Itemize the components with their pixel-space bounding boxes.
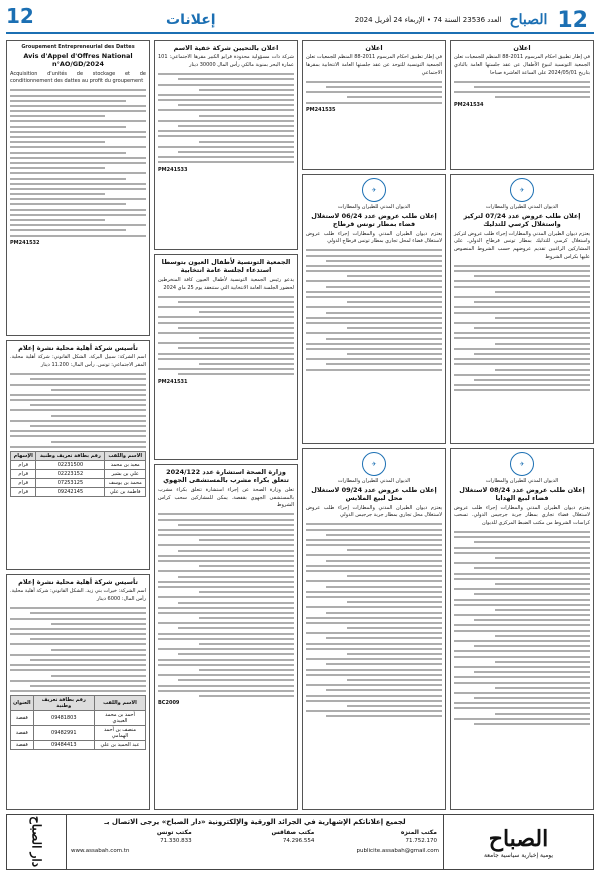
ad-code: PM241532 (10, 239, 40, 246)
office-tunis: مكتب تونس 71.330.833 (156, 829, 192, 845)
ad-code: PM241531 (158, 378, 188, 385)
oaca-logo-icon: ✈ (362, 178, 386, 202)
ad-text: شركة ذات مسؤولية محدودة قرابو الكبير مقرها الاجتماعي: 101 عمارة البحر بمنوبة مالكي رأس المال 30000 دينار (158, 54, 294, 69)
page-number: 12 (557, 7, 588, 33)
ad-org: الديوان المدني للطيران والمطارات (485, 204, 559, 210)
ad-text: يدعو رئيس الجمعية التونسية لأطفال العيون كافة المنخرطين لحضور الجلسة العامة الانتخابية التي ستنعقد يوم 25 ماي 2024 (158, 276, 294, 291)
ad-code: BC2009 (158, 700, 180, 707)
table-row: عبد الحميد بن علي 09484413 قفصة (11, 741, 146, 750)
footer-brand (443, 815, 593, 869)
ad-text: اسم الشركة: خيرات بني زيد. الشكل القانوني: شركة أهلية محلية. رأس المال: 6000 دينار (10, 588, 146, 603)
ad-org: الديوان المدني للطيران والمطارات (337, 204, 411, 210)
table-row: معبد بن محمد 02231500 قرام (11, 460, 146, 469)
ad-title: اعلان (365, 44, 383, 52)
ad-title: الجمعية التونسية لأطفال العيون بتوسطا استدعاء لجلسة عامة انتخابية (161, 258, 291, 275)
table-row: منصف بن أحمد الهمامي 09482991 قفصة (11, 726, 146, 741)
ad-text: تعلن وزارة الصحة عن إجراء استشارة تتعلق بكراء مشرب بالمستشفى الجهوي بقفصة. يمكن للمشاركين سحب كراس الشروط (158, 486, 294, 509)
ad-title: وزارة الصحة استشارة عدد 2024/122 تتعلق بكراء مشرب بالمستشفى الجهوي (163, 468, 289, 485)
oaca-logo-icon: ✈ (362, 452, 386, 476)
newspaper-logo: الصباح (509, 12, 548, 28)
footer-email[interactable]: publicite.assabah@gmail.com (356, 848, 439, 855)
table-row: أحمد بن محمد العبيدي 09481803 قفصة (11, 711, 146, 726)
ad-text: في إطار تطبيق احكام المرسوم 2011-88 المنظم للجمعيات تعلن الجمعية التونسية لنبوغ الأطفال عن عقد جلستها العامة بالنادي بتاريخ 2024/05/01 على الساعة العاشرة صباحا (454, 54, 590, 76)
ad-tender-09 (302, 448, 446, 810)
ad-text: في إطار تطبيق احكام المرسوم 2011-88 المنظم للجمعيات تعلن الجمعية التونسية للتوحد عن عقد جلستها العامة الانتخابية بمقرها الاجتماعي (306, 54, 442, 76)
ad-org: Groupement Entrepreneurial des Dattes (21, 44, 135, 50)
ad-title: اعلان بالتحيين شركة خفية الاسم (173, 44, 279, 52)
ad-tender-08 (450, 448, 594, 810)
section-title: إعلانات (166, 12, 216, 28)
phone: 71.752.170 (405, 838, 437, 845)
col-header: الاسم واللقب (94, 696, 145, 711)
ad-company-founding-2 (6, 574, 150, 810)
ad-association-1 (450, 40, 594, 170)
founders-table (10, 451, 146, 497)
ad-code: PM241533 (158, 166, 188, 173)
phone: 71.330.833 (160, 838, 192, 845)
ad-text: يعتزم ديوان الطيران المدني والمطارات إجراء طلب عروض لاستغلال فضاء تجاري بمطار جربة جرجيس الدولي. تسحب كراسات الشروط من مكتب الضبط المركزي للديوان (454, 504, 590, 527)
phone: 74.296.554 (282, 838, 315, 845)
ad-tender-06 (302, 174, 446, 444)
col-header: العنوان (11, 696, 34, 711)
ad-org: الديوان المدني للطيران والمطارات (337, 478, 411, 484)
issue-line: العدد 23536 السنة 74 • الإربعاء 24 أفريل 2024 (354, 16, 502, 24)
ad-company-founding-1 (6, 340, 150, 570)
ad-title: تأسيس شركة أهلية محلية نشرة إعلام (18, 578, 138, 586)
page-header (6, 8, 594, 34)
office-menzah: مكتب المنزه 71.752.170 (400, 829, 437, 845)
col-header: الإسهام (11, 451, 36, 460)
ad-code: PM241534 (454, 101, 484, 108)
ad-general-assembly (154, 254, 298, 460)
ad-association-2 (302, 40, 446, 170)
ad-title: تأسيس شركة أهلية محلية نشرة إعلام (18, 344, 138, 352)
footer-contacts (67, 815, 443, 869)
ad-text: يعتزم ديوان الطيران المدني والمطارات إجراء طلب عروض لاستغلال فضاء لمحل تجاري بمطار تونس قرطاج الدولي (306, 230, 442, 245)
col-header: رقم بطاقة تعريف وطنية (33, 696, 94, 711)
ad-text: Acquisition d'unités de stockage et de conditionnement des dattes au profit du groupement (10, 70, 146, 85)
col-header: الاسم واللقب (105, 451, 146, 460)
oaca-logo-icon: ✈ (510, 178, 534, 202)
ad-health-ministry (154, 464, 298, 810)
footer-logo-left: دار الصباح (7, 815, 67, 869)
footer-tagline: يومية إخبارية سياسية جامعة (483, 851, 554, 859)
table-row: محمد بن يوسف 07253125 قرام (11, 478, 146, 487)
oaca-logo-icon: ✈ (510, 452, 534, 476)
ad-text: يعتزم ديوان الطيران المدني والمطارات إجراء طلب عروض لتركيز واستغلال كرسي للتدليك بمطار تونس قرطاج الدولي. على المشاركين الراغبين تقديم عروضهم حسب الشروط المنصوص عليها بكراس الشروط (454, 230, 590, 260)
ad-text: اسم الشركة: سبيل البركة. الشكل القانوني: شركة أهلية محلية. المقر الاجتماعي: تونس. رأس المال: 11.200 دينار (10, 354, 146, 369)
table-row: فاطمة بن علي 09242145 قرام (11, 487, 146, 496)
table-row: علي بن بشير 02223152 قرام (11, 469, 146, 478)
ad-company-update (154, 40, 298, 250)
ad-text: يعتزم ديوان الطيران المدني والمطارات إجراء طلب عروض لاستغلال محل تجاري بمطار جربة جرجيس الدولي (306, 504, 442, 519)
ad-title: إعلان طلب عروض عدد 08/24 لاستغلال فضاء لبيع الهدايا (459, 485, 585, 503)
ad-title: اعلان (513, 44, 531, 52)
ad-org: الديوان المدني للطيران والمطارات (485, 478, 559, 484)
page-number-left: 12 (6, 4, 34, 28)
ad-title: إعلان طلب عروض عدد 06/24 لاستغلال فضاء بمطار تونس قرطاج (311, 211, 437, 229)
footer-notice: لجميع إعلاناتكم الإشهارية في الجرائد الورقية والإلكترونية «دار الصباح» يرجى الاتصال بـ (104, 818, 406, 826)
ads-columns (6, 40, 594, 810)
col-header: رقم بطاقة تعريف وطنية (36, 451, 105, 460)
ad-title: إعلان طلب عروض عدد 07/24 لتركيز واستغلال كرسي للتدليك (463, 211, 581, 229)
footer-logo: الصباح (488, 825, 549, 852)
ad-title: إعلان طلب عروض عدد 09/24 لاستغلال محل لبيع الملابس (311, 485, 437, 503)
ad-title: Avis d'Appel d'Offres National n°AO/GD/2024 (23, 51, 133, 69)
founders-table (10, 695, 146, 750)
footer-banner (6, 814, 594, 870)
ad-code: PM241535 (306, 106, 336, 113)
office-sfax: مكتب صفاقس 74.296.554 (271, 829, 315, 845)
ad-tender-07 (450, 174, 594, 444)
footer-website[interactable]: www.assabah.com.tn (71, 848, 130, 855)
ad-tender-dattes (6, 40, 150, 336)
